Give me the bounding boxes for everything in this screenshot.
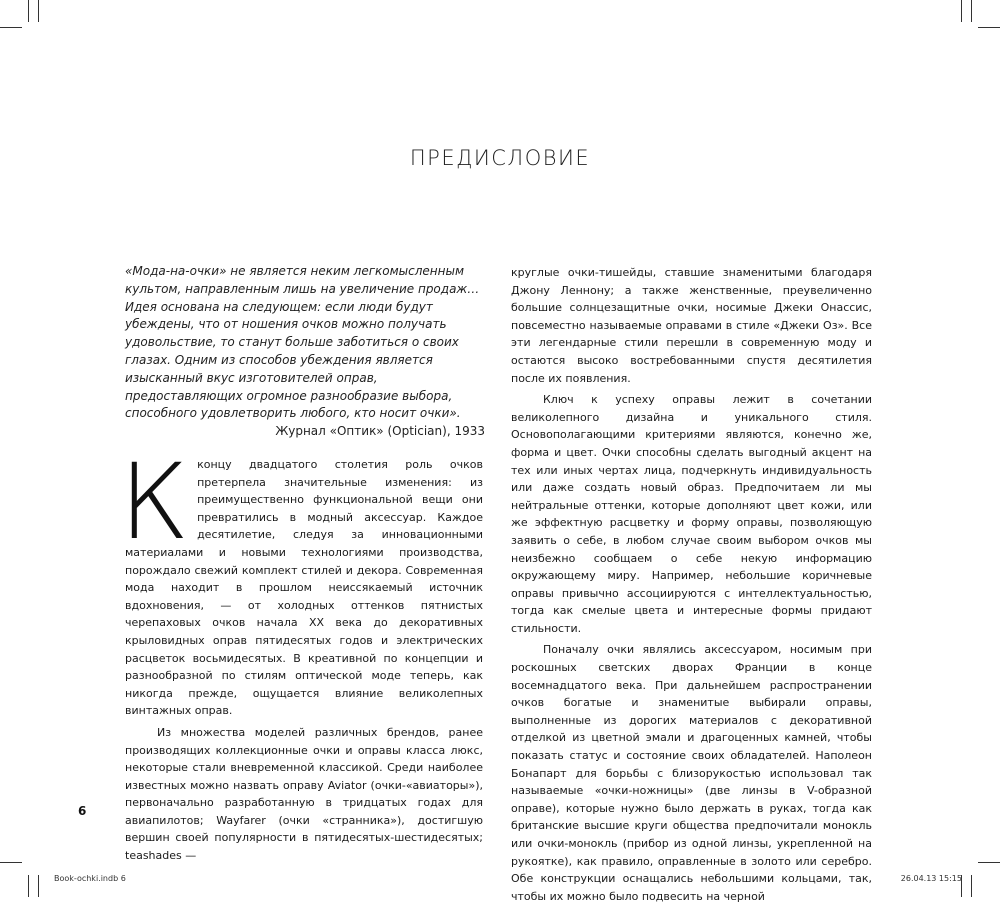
crop-mark <box>971 0 972 22</box>
crop-mark <box>28 0 29 22</box>
crop-mark <box>961 0 962 22</box>
crop-mark <box>0 862 22 863</box>
epigraph-quote: «Мода-на-очки» не является неким легкомысленным культом, направленным лишь на увеличение продаж… Идея основана на следующем: если люди будут убеждены, что от ношения очков можно получать удовольствие, то станут больше заботиться о своих глазах. Одним из способов убеждения является изысканный вкус изготовителей оправ, предоставляющих огромное разнообразие выбора, способного удовлетворить любого, кто носит очки». <box>125 264 480 421</box>
paragraph-text: концу двадцатого столетия роль очков претерпела значительные изменения: из преимущественно функциональной вещи они превратились в модный аксессуар. Каждое десятилетие, следуя за инновационными материалами и новыми технологиями производства, порождало свежий комплект стилей и декора. Современная мода находит в прошлом неиссякаемый источник вдохновения, — от холодных оттенков пятнистых черепаховых очков начала XX века до декоративных крыловидных оправ пятидесятых годов и электрических расцветок восьмидесятых. В креативной по концепции и разнообразной по стилям оптической моде теперь, как никогда прежде, ощущается влияние великолепных винтажных оправ. <box>125 458 483 718</box>
crop-mark <box>0 27 22 28</box>
crop-mark <box>38 0 39 22</box>
footer-datetime: 26.04.13 15:15 <box>900 874 962 883</box>
paragraph <box>119 441 483 720</box>
paragraph: Из множества моделей различных брендов, ранее производящих коллекционные очки и оправы класса люкс, некоторые стали вневременной классикой. Среди наиболее известных можно назвать оправу Aviator (очки-«авиаторы»), первоначально разработанную в тридцатых годах для авиапилотов; Wayfarer (очки «странника»), достигшую вершин своей популярности в пятидесятых-шестидесятых; teashades — <box>125 725 483 863</box>
crop-mark <box>978 862 1000 863</box>
paragraph: Поначалу очки являлись аксессуаром, носимым при роскошных светских дворах Франции в конце восемнадцатого века. При дальнейшем распространении очков богатые и знаменитые выбирали оправы, выполненные из дорогих материалов с декоративной отделкой из цветной эмали и драгоценных камней, чтобы показать статус и состояние своих обладателей. Наполеон Бонапарт для борьбы с близорукостью использовал так называемые «очки-ножницы» (две линзы в V-образной оправе), которые нужно было держать в руках, тогда как британские высшие круги общества предпочитали монокль или очки-монокль (прибор из одной линзы, укрепленной на рукоятке), как правило, оправленные в золото или серебро. Обе конструкции оснащались небольшими кольцами, так, чтобы их можно было подвесить на черной <box>511 643 872 903</box>
page-number: 6 <box>78 804 87 818</box>
paragraph: Ключ к успеху оправы лежит в сочетании великолепного дизайна и уникального стиля. Основополагающими критериями являются, конечно же, форма и цвет. Очки способны сделать выгодный акцент на тех или иных чертах лица, подчеркнуть индивидуальность или даже создать новый образ. Предпочитаем ли мы нейтральные оттенки, которые дополняют цвет кожи, или же эффектную расцветку и форму оправы, позволяющую заявить о себе, в любом случае своим выбором очков мы неизбежно сообщаем о себе некую информацию окружающему миру. Например, небольшие коричневые оправы привычно ассоциируются с интеллектуальностью, тогда как смелые цвета и интересные формы придают стильности. <box>511 393 872 635</box>
drop-cap: К <box>119 441 190 563</box>
crop-mark <box>28 875 29 897</box>
epigraph-source: Журнал «Оптик» (Optician), 1933 <box>275 424 485 438</box>
left-column <box>119 441 483 865</box>
crop-mark <box>978 27 1000 28</box>
footer-filename: Book-ochki.indb 6 <box>54 874 126 883</box>
crop-mark <box>38 875 39 897</box>
page-title: ПРЕДИСЛОВИЕ <box>409 146 591 170</box>
crop-mark <box>971 875 972 897</box>
right-column <box>511 264 872 905</box>
paragraph: круглые очки-тишейды, ставшие знаменитыми благодаря Джону Леннону; а также женственные, преувеличенно большие солнцезащитные очки, носимые Джеки Онассис, повсеместно называемые оправами в стиле «Джеки Оз». Все эти легендарные стили перешли в современную моду и остаются высоко востребованными спустя десятилетия после их появления. <box>511 266 872 385</box>
